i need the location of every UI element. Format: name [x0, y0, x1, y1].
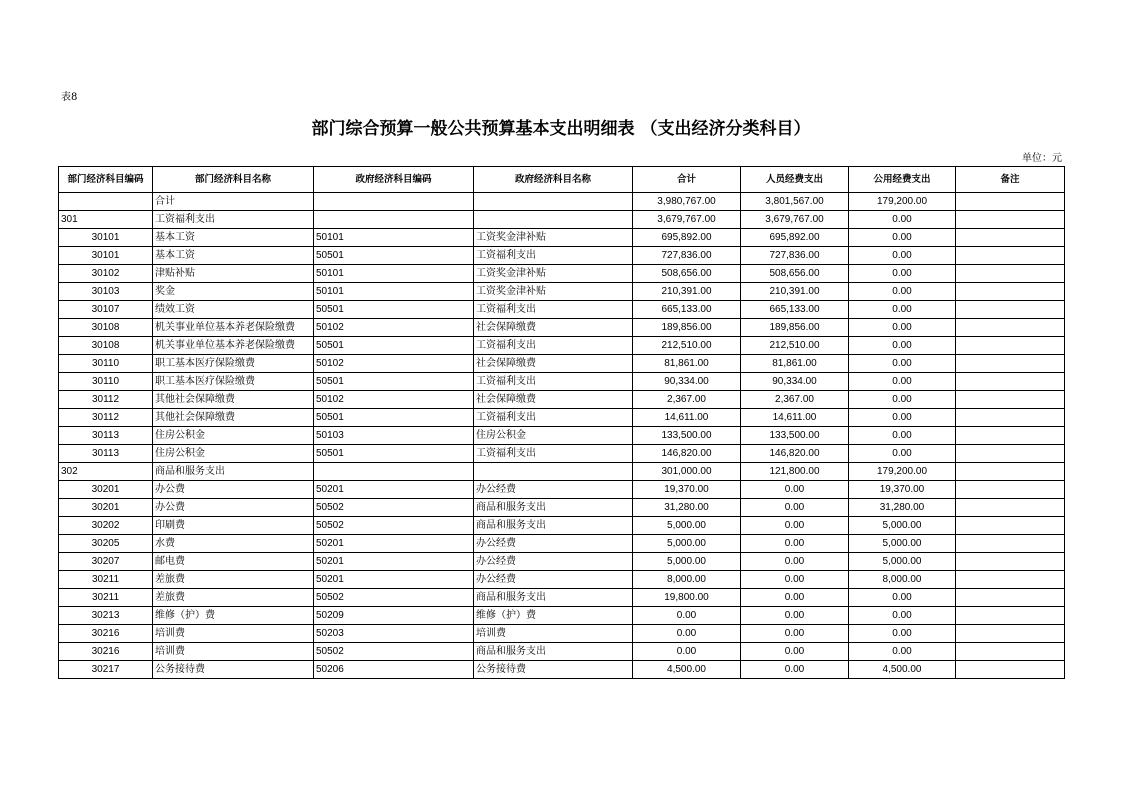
cell-public: 5,000.00 — [849, 517, 956, 535]
cell-public: 0.00 — [849, 337, 956, 355]
cell-gov-name: 商品和服务支出 — [474, 589, 633, 607]
cell-personnel: 0.00 — [741, 589, 849, 607]
table-body — [59, 193, 1065, 679]
cell-note — [956, 661, 1065, 679]
cell-gov-name — [474, 463, 633, 481]
cell-gov-name: 工资奖金津补贴 — [474, 229, 633, 247]
cell-note — [956, 247, 1065, 265]
cell-public: 0.00 — [849, 409, 956, 427]
cell-total: 81,861.00 — [633, 355, 741, 373]
cell-dept-code: 30110 — [59, 355, 153, 373]
cell-personnel: 0.00 — [741, 607, 849, 625]
cell-total: 0.00 — [633, 625, 741, 643]
cell-dept-name: 差旅费 — [153, 589, 314, 607]
cell-dept-name: 津贴补贴 — [153, 265, 314, 283]
table-row — [59, 337, 1065, 355]
table-row — [59, 517, 1065, 535]
table-row — [59, 643, 1065, 661]
cell-public: 0.00 — [849, 319, 956, 337]
cell-dept-code: 30213 — [59, 607, 153, 625]
cell-gov-code: 50501 — [314, 337, 474, 355]
table-row — [59, 625, 1065, 643]
cell-total: 0.00 — [633, 643, 741, 661]
cell-personnel: 0.00 — [741, 643, 849, 661]
cell-total: 665,133.00 — [633, 301, 741, 319]
cell-note — [956, 445, 1065, 463]
cell-dept-code: 301 — [59, 211, 153, 229]
cell-note — [956, 517, 1065, 535]
cell-gov-code — [314, 211, 474, 229]
cell-personnel: 3,679,767.00 — [741, 211, 849, 229]
cell-dept-code: 30201 — [59, 499, 153, 517]
header-dept-code: 部门经济科目编码 — [59, 167, 153, 193]
cell-gov-code: 50201 — [314, 535, 474, 553]
cell-gov-code: 50102 — [314, 319, 474, 337]
cell-dept-name: 基本工资 — [153, 229, 314, 247]
cell-gov-name: 工资福利支出 — [474, 445, 633, 463]
cell-dept-code: 30201 — [59, 481, 153, 499]
cell-total: 5,000.00 — [633, 517, 741, 535]
table-row — [59, 319, 1065, 337]
cell-public: 0.00 — [849, 247, 956, 265]
cell-gov-name: 工资福利支出 — [474, 409, 633, 427]
table-number-label: 表8 — [61, 92, 78, 103]
cell-note — [956, 337, 1065, 355]
cell-total: 19,370.00 — [633, 481, 741, 499]
table-row — [59, 481, 1065, 499]
cell-total: 8,000.00 — [633, 571, 741, 589]
cell-dept-code: 30216 — [59, 625, 153, 643]
cell-gov-code — [314, 463, 474, 481]
cell-dept-name: 办公费 — [153, 499, 314, 517]
cell-gov-code: 50206 — [314, 661, 474, 679]
table-row — [59, 571, 1065, 589]
cell-personnel: 14,611.00 — [741, 409, 849, 427]
header-public: 公用经费支出 — [849, 167, 956, 193]
cell-public: 5,000.00 — [849, 535, 956, 553]
cell-gov-name: 工资奖金津补贴 — [474, 283, 633, 301]
table-row — [59, 553, 1065, 571]
cell-dept-code: 30217 — [59, 661, 153, 679]
cell-dept-code: 30107 — [59, 301, 153, 319]
cell-gov-code: 50501 — [314, 409, 474, 427]
table-row — [59, 229, 1065, 247]
cell-total: 212,510.00 — [633, 337, 741, 355]
cell-total: 4,500.00 — [633, 661, 741, 679]
cell-note — [956, 355, 1065, 373]
cell-gov-name: 工资福利支出 — [474, 337, 633, 355]
cell-public: 0.00 — [849, 229, 956, 247]
cell-total: 2,367.00 — [633, 391, 741, 409]
cell-total: 5,000.00 — [633, 553, 741, 571]
cell-note — [956, 607, 1065, 625]
cell-personnel: 121,800.00 — [741, 463, 849, 481]
cell-dept-name: 其他社会保障缴费 — [153, 391, 314, 409]
cell-total: 0.00 — [633, 607, 741, 625]
cell-public: 0.00 — [849, 301, 956, 319]
table-row — [59, 445, 1065, 463]
cell-dept-code — [59, 193, 153, 211]
cell-dept-code: 30216 — [59, 643, 153, 661]
cell-dept-code: 30211 — [59, 589, 153, 607]
cell-public: 179,200.00 — [849, 193, 956, 211]
cell-gov-name: 商品和服务支出 — [474, 499, 633, 517]
cell-dept-name: 差旅费 — [153, 571, 314, 589]
cell-dept-code: 30110 — [59, 373, 153, 391]
cell-dept-name: 水费 — [153, 535, 314, 553]
cell-dept-name: 职工基本医疗保险缴费 — [153, 355, 314, 373]
cell-personnel: 727,836.00 — [741, 247, 849, 265]
cell-gov-code: 50502 — [314, 589, 474, 607]
table-row — [59, 661, 1065, 679]
cell-note — [956, 553, 1065, 571]
cell-personnel: 90,334.00 — [741, 373, 849, 391]
table-row — [59, 283, 1065, 301]
cell-total: 210,391.00 — [633, 283, 741, 301]
cell-note — [956, 229, 1065, 247]
cell-note — [956, 319, 1065, 337]
budget-detail-table — [58, 166, 1065, 679]
cell-dept-name: 住房公积金 — [153, 427, 314, 445]
cell-gov-code: 50501 — [314, 445, 474, 463]
cell-total: 31,280.00 — [633, 499, 741, 517]
cell-gov-code: 50209 — [314, 607, 474, 625]
cell-gov-code: 50201 — [314, 481, 474, 499]
cell-public: 0.00 — [849, 427, 956, 445]
cell-note — [956, 499, 1065, 517]
cell-note — [956, 643, 1065, 661]
cell-dept-code: 30108 — [59, 319, 153, 337]
cell-dept-name: 印刷费 — [153, 517, 314, 535]
cell-personnel: 695,892.00 — [741, 229, 849, 247]
cell-gov-code: 50103 — [314, 427, 474, 445]
cell-gov-name: 培训费 — [474, 625, 633, 643]
cell-dept-code: 30101 — [59, 229, 153, 247]
cell-dept-code: 30102 — [59, 265, 153, 283]
cell-public: 0.00 — [849, 391, 956, 409]
cell-total: 3,980,767.00 — [633, 193, 741, 211]
cell-dept-code: 30101 — [59, 247, 153, 265]
cell-personnel: 2,367.00 — [741, 391, 849, 409]
cell-total: 301,000.00 — [633, 463, 741, 481]
cell-note — [956, 391, 1065, 409]
cell-dept-code: 302 — [59, 463, 153, 481]
cell-dept-name: 邮电费 — [153, 553, 314, 571]
cell-total: 3,679,767.00 — [633, 211, 741, 229]
cell-public: 0.00 — [849, 355, 956, 373]
cell-note — [956, 427, 1065, 445]
cell-note — [956, 625, 1065, 643]
cell-dept-code: 30211 — [59, 571, 153, 589]
cell-personnel: 3,801,567.00 — [741, 193, 849, 211]
cell-note — [956, 535, 1065, 553]
table-row — [59, 499, 1065, 517]
cell-personnel: 0.00 — [741, 481, 849, 499]
cell-gov-name — [474, 211, 633, 229]
cell-total: 146,820.00 — [633, 445, 741, 463]
page-title: 部门综合预算一般公共预算基本支出明细表 （支出经济分类科目） — [311, 119, 811, 139]
cell-gov-name: 社会保障缴费 — [474, 355, 633, 373]
cell-gov-code: 50203 — [314, 625, 474, 643]
header-gov-name: 政府经济科目名称 — [474, 167, 633, 193]
cell-note — [956, 301, 1065, 319]
cell-dept-name: 合计 — [153, 193, 314, 211]
table-row — [59, 427, 1065, 445]
cell-dept-name: 基本工资 — [153, 247, 314, 265]
header-gov-code: 政府经济科目编码 — [314, 167, 474, 193]
cell-dept-name: 奖金 — [153, 283, 314, 301]
cell-public: 0.00 — [849, 607, 956, 625]
cell-gov-name: 办公经费 — [474, 553, 633, 571]
cell-gov-code: 50101 — [314, 283, 474, 301]
table-row — [59, 193, 1065, 211]
cell-note — [956, 463, 1065, 481]
cell-gov-code: 50502 — [314, 499, 474, 517]
cell-personnel: 0.00 — [741, 571, 849, 589]
header-personnel: 人员经费支出 — [741, 167, 849, 193]
cell-dept-name: 其他社会保障缴费 — [153, 409, 314, 427]
table-row — [59, 391, 1065, 409]
cell-gov-name: 商品和服务支出 — [474, 517, 633, 535]
cell-gov-name: 工资福利支出 — [474, 247, 633, 265]
cell-public: 0.00 — [849, 283, 956, 301]
cell-personnel: 212,510.00 — [741, 337, 849, 355]
unit-label: 单位：元 — [1022, 153, 1062, 164]
table-row — [59, 211, 1065, 229]
cell-gov-code: 50201 — [314, 571, 474, 589]
cell-personnel: 508,656.00 — [741, 265, 849, 283]
cell-dept-code: 30108 — [59, 337, 153, 355]
cell-note — [956, 373, 1065, 391]
cell-total: 189,856.00 — [633, 319, 741, 337]
cell-dept-code: 30113 — [59, 445, 153, 463]
cell-total: 508,656.00 — [633, 265, 741, 283]
table-row — [59, 589, 1065, 607]
cell-total: 14,611.00 — [633, 409, 741, 427]
table-row — [59, 247, 1065, 265]
cell-dept-name: 培训费 — [153, 625, 314, 643]
cell-gov-code: 50501 — [314, 247, 474, 265]
cell-note — [956, 211, 1065, 229]
cell-gov-name: 住房公积金 — [474, 427, 633, 445]
cell-public: 4,500.00 — [849, 661, 956, 679]
cell-gov-name: 商品和服务支出 — [474, 643, 633, 661]
cell-dept-name: 培训费 — [153, 643, 314, 661]
cell-total: 90,334.00 — [633, 373, 741, 391]
cell-dept-name: 维修（护）费 — [153, 607, 314, 625]
cell-public: 0.00 — [849, 445, 956, 463]
cell-total: 695,892.00 — [633, 229, 741, 247]
cell-gov-code: 50101 — [314, 265, 474, 283]
cell-dept-name: 办公费 — [153, 481, 314, 499]
cell-gov-name: 工资奖金津补贴 — [474, 265, 633, 283]
cell-dept-code: 30202 — [59, 517, 153, 535]
cell-public: 0.00 — [849, 643, 956, 661]
table-row — [59, 607, 1065, 625]
cell-personnel: 189,856.00 — [741, 319, 849, 337]
cell-dept-name: 公务接待费 — [153, 661, 314, 679]
cell-note — [956, 283, 1065, 301]
cell-public: 0.00 — [849, 589, 956, 607]
cell-gov-code: 50102 — [314, 355, 474, 373]
cell-gov-code: 50501 — [314, 373, 474, 391]
cell-personnel: 0.00 — [741, 661, 849, 679]
cell-public: 0.00 — [849, 265, 956, 283]
cell-dept-name: 职工基本医疗保险缴费 — [153, 373, 314, 391]
cell-personnel: 146,820.00 — [741, 445, 849, 463]
cell-dept-code: 30113 — [59, 427, 153, 445]
cell-dept-name: 工资福利支出 — [153, 211, 314, 229]
cell-public: 19,370.00 — [849, 481, 956, 499]
cell-public: 0.00 — [849, 373, 956, 391]
cell-gov-name: 办公经费 — [474, 535, 633, 553]
cell-dept-name: 商品和服务支出 — [153, 463, 314, 481]
cell-note — [956, 193, 1065, 211]
cell-dept-code: 30205 — [59, 535, 153, 553]
cell-gov-name: 办公经费 — [474, 571, 633, 589]
cell-personnel: 0.00 — [741, 625, 849, 643]
cell-dept-code: 30112 — [59, 409, 153, 427]
cell-public: 179,200.00 — [849, 463, 956, 481]
table-row — [59, 409, 1065, 427]
cell-dept-name: 机关事业单位基本养老保险缴费 — [153, 337, 314, 355]
cell-gov-code: 50102 — [314, 391, 474, 409]
cell-personnel: 0.00 — [741, 535, 849, 553]
cell-gov-name: 社会保障缴费 — [474, 391, 633, 409]
cell-total: 5,000.00 — [633, 535, 741, 553]
table-row — [59, 463, 1065, 481]
cell-dept-code: 30112 — [59, 391, 153, 409]
table-row — [59, 355, 1065, 373]
cell-note — [956, 589, 1065, 607]
cell-public: 0.00 — [849, 625, 956, 643]
cell-gov-code — [314, 193, 474, 211]
cell-gov-name: 维修（护）费 — [474, 607, 633, 625]
cell-note — [956, 265, 1065, 283]
cell-gov-name — [474, 193, 633, 211]
header-dept-name: 部门经济科目名称 — [153, 167, 314, 193]
cell-gov-code: 50201 — [314, 553, 474, 571]
cell-personnel: 665,133.00 — [741, 301, 849, 319]
cell-total: 19,800.00 — [633, 589, 741, 607]
cell-personnel: 0.00 — [741, 517, 849, 535]
header-note: 备注 — [956, 167, 1065, 193]
cell-dept-code: 30103 — [59, 283, 153, 301]
cell-dept-code: 30207 — [59, 553, 153, 571]
cell-gov-name: 公务接待费 — [474, 661, 633, 679]
cell-gov-name: 办公经费 — [474, 481, 633, 499]
cell-personnel: 81,861.00 — [741, 355, 849, 373]
cell-gov-name: 工资福利支出 — [474, 373, 633, 391]
cell-public: 0.00 — [849, 211, 956, 229]
table-row — [59, 301, 1065, 319]
cell-gov-code: 50501 — [314, 301, 474, 319]
cell-personnel: 0.00 — [741, 553, 849, 571]
cell-note — [956, 481, 1065, 499]
cell-total: 133,500.00 — [633, 427, 741, 445]
cell-dept-name: 住房公积金 — [153, 445, 314, 463]
cell-gov-code: 50502 — [314, 517, 474, 535]
table-row — [59, 265, 1065, 283]
cell-personnel: 0.00 — [741, 499, 849, 517]
cell-note — [956, 571, 1065, 589]
cell-dept-name: 机关事业单位基本养老保险缴费 — [153, 319, 314, 337]
cell-gov-code: 50101 — [314, 229, 474, 247]
cell-total: 727,836.00 — [633, 247, 741, 265]
table-row — [59, 535, 1065, 553]
cell-public: 8,000.00 — [849, 571, 956, 589]
cell-note — [956, 409, 1065, 427]
cell-personnel: 133,500.00 — [741, 427, 849, 445]
cell-gov-name: 社会保障缴费 — [474, 319, 633, 337]
cell-gov-name: 工资福利支出 — [474, 301, 633, 319]
header-total: 合计 — [633, 167, 741, 193]
cell-personnel: 210,391.00 — [741, 283, 849, 301]
table-row — [59, 373, 1065, 391]
header-row — [59, 167, 1065, 193]
cell-dept-name: 绩效工资 — [153, 301, 314, 319]
cell-public: 31,280.00 — [849, 499, 956, 517]
cell-public: 5,000.00 — [849, 553, 956, 571]
cell-gov-code: 50502 — [314, 643, 474, 661]
